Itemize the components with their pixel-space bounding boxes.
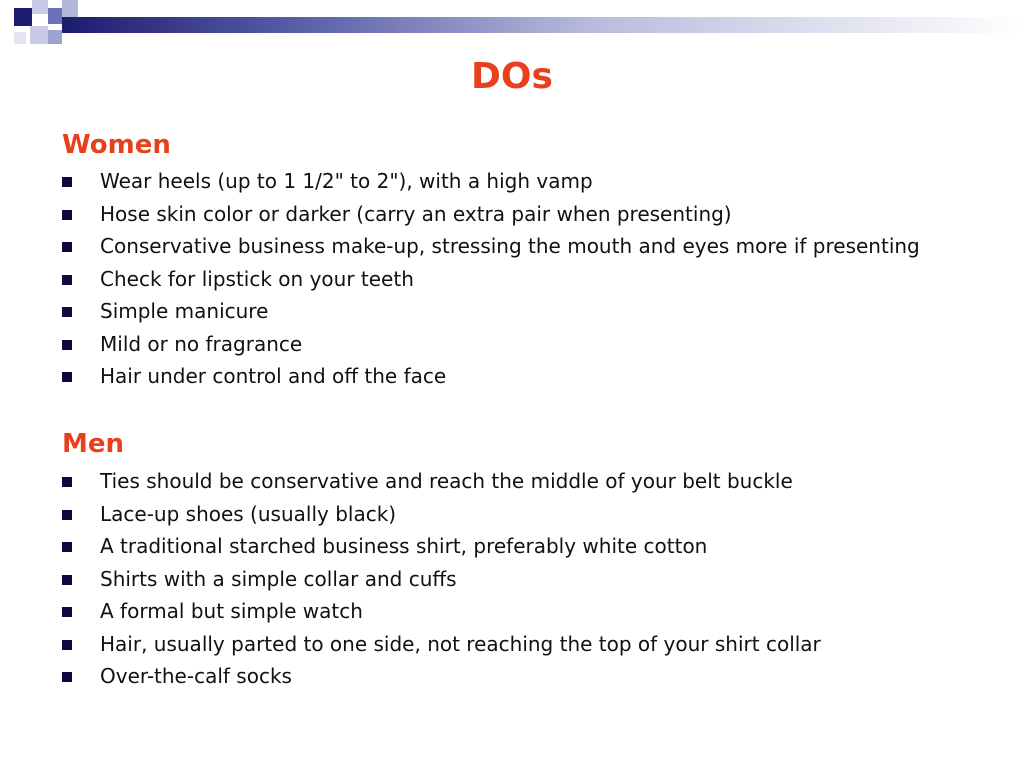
square-bullet-icon bbox=[62, 372, 72, 382]
bullet-text: Shirts with a simple collar and cuffs bbox=[100, 566, 457, 591]
bullet-text: Conservative business make-up, stressing the mouth and eyes more if presenting bbox=[100, 234, 920, 258]
bullet-text: A traditional starched business shirt, preferably white cotton bbox=[100, 534, 708, 558]
header-deco-square-4 bbox=[30, 26, 48, 44]
bullet-text: Check for lipstick on your teeth bbox=[100, 266, 414, 291]
header-deco-square-6 bbox=[62, 0, 78, 17]
bullet-text: Simple manicure bbox=[100, 299, 269, 323]
header-deco-square-2 bbox=[32, 0, 48, 14]
header-deco-square-3 bbox=[48, 8, 62, 24]
square-bullet-icon bbox=[62, 672, 72, 682]
slide-title: DOs bbox=[471, 56, 553, 97]
header-deco-square-5 bbox=[48, 30, 62, 44]
square-bullet-icon bbox=[62, 210, 72, 220]
square-bullet-icon bbox=[62, 275, 72, 285]
square-bullet-icon bbox=[62, 242, 72, 252]
square-bullet-icon bbox=[62, 575, 72, 585]
women-heading: Women bbox=[62, 130, 171, 160]
header-deco-square-1 bbox=[14, 8, 32, 26]
square-bullet-icon bbox=[62, 340, 72, 350]
bullet-text: Hair, usually parted to one side, not reaching the top of your shirt collar bbox=[100, 631, 821, 656]
bullet-text: Lace-up shoes (usually black) bbox=[100, 501, 397, 526]
bullet-text: Mild or no fragrance bbox=[100, 331, 303, 356]
square-bullet-icon bbox=[62, 640, 72, 650]
square-bullet-icon bbox=[62, 177, 72, 187]
men-heading: Men bbox=[62, 429, 125, 459]
bullet-text: Ties should be conservative and reach the middle of your belt buckle bbox=[100, 469, 793, 493]
header-deco-square-7 bbox=[14, 32, 26, 44]
square-bullet-icon bbox=[62, 307, 72, 317]
header-gradient-bar bbox=[62, 17, 1024, 33]
bullet-text: Over-the-calf socks bbox=[100, 664, 292, 688]
square-bullet-icon bbox=[62, 477, 72, 487]
square-bullet-icon bbox=[62, 542, 72, 552]
bullet-text: Hair under control and off the face bbox=[100, 364, 447, 388]
bullet-text: Wear heels (up to 1 1/2" to 2"), with a high vamp bbox=[100, 169, 593, 193]
bullet-text: A formal but simple watch bbox=[100, 599, 363, 623]
square-bullet-icon bbox=[62, 607, 72, 617]
square-bullet-icon bbox=[62, 510, 72, 520]
bullet-text: Hose skin color or darker (carry an extra pair when presenting) bbox=[100, 201, 732, 226]
